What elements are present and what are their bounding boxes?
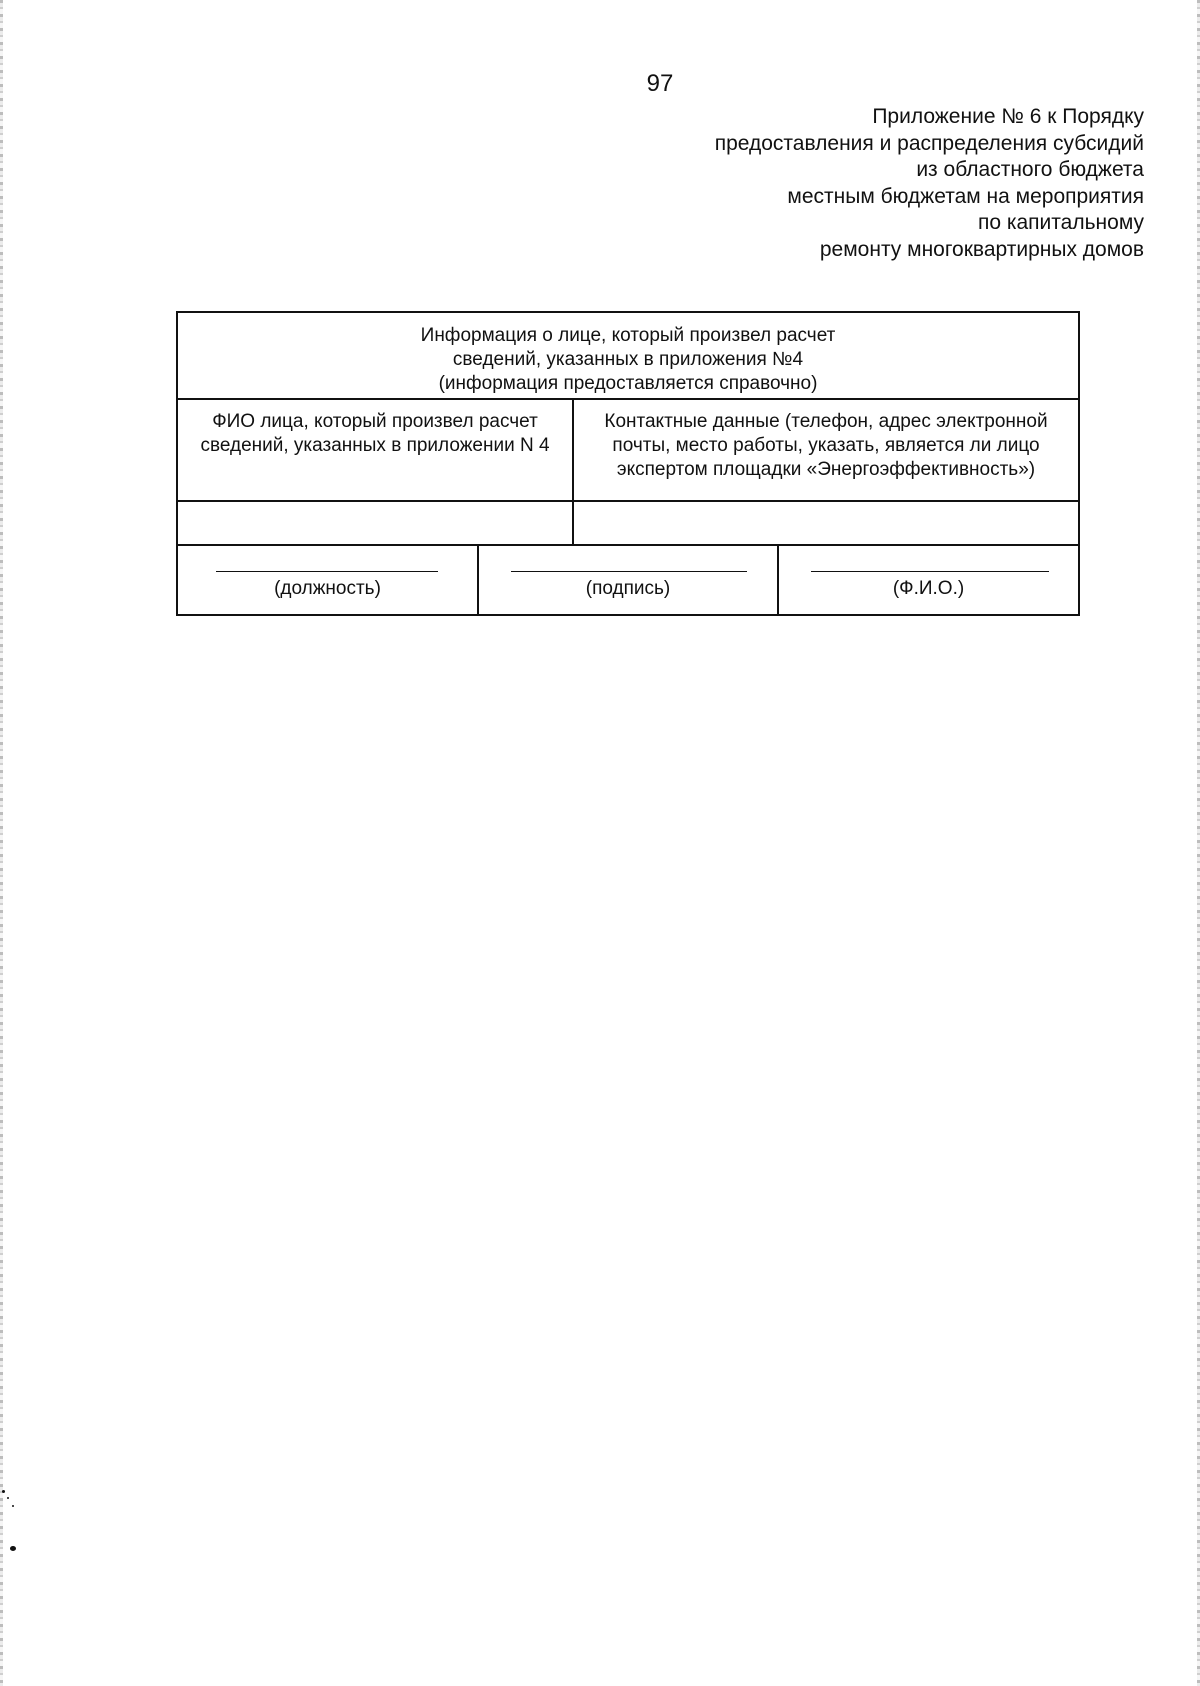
name-line[interactable] (811, 571, 1049, 572)
contacts-cell[interactable] (574, 502, 1078, 544)
table-data-row (178, 502, 1078, 546)
signature-line[interactable] (511, 571, 747, 572)
scan-speck (2, 1490, 5, 1493)
signature-cell-name (779, 546, 1078, 614)
signature-cell-position (178, 546, 479, 614)
column-header-contacts-line: экспертом площадки «Энергоэффективность») (616, 459, 1036, 480)
position-line[interactable] (216, 571, 438, 572)
column-header-contacts (574, 400, 1078, 500)
appendix-header-line: из областного бюджета (916, 158, 1144, 181)
column-header-contacts-line: Контактные данные (телефон, адрес электронной (604, 411, 1048, 432)
info-table (176, 311, 1080, 616)
column-header-fio (178, 400, 574, 500)
scan-speck (12, 1505, 14, 1507)
signature-cell-signature (479, 546, 779, 614)
appendix-header (584, 104, 1144, 263)
table-header-row (178, 400, 1078, 502)
table-title (178, 313, 1078, 400)
appendix-header-line: местным бюджетам на мероприятия (787, 184, 1144, 208)
column-header-fio-line: сведений, указанных в приложении N 4 (200, 435, 550, 456)
table-title-line: Информация о лице, который произвел расчет (420, 325, 836, 346)
scan-edge-left (0, 0, 3, 1686)
signature-row (178, 546, 1078, 614)
name-label: (Ф.И.О.) (892, 578, 965, 599)
appendix-header-line: по капитальному (977, 211, 1144, 234)
fio-cell[interactable] (178, 502, 574, 544)
scan-speck (10, 1546, 16, 1551)
position-label: (должность) (274, 578, 381, 599)
table-title-line: сведений, указанных в приложения №4 (452, 349, 804, 370)
appendix-header-line: ремонту многоквартирных домов (819, 237, 1144, 261)
table-title-line: (информация предоставляется справочно) (438, 373, 818, 394)
column-header-contacts-line: почты, место работы, указать, является ли лицо (612, 435, 1040, 456)
scan-speck (7, 1497, 9, 1499)
signature-label: (подпись) (585, 578, 671, 599)
appendix-header-line: Приложение № 6 к Порядку (872, 105, 1144, 128)
page-number: 97 (646, 70, 674, 97)
appendix-header-line: предоставления и распределения субсидий (714, 131, 1144, 155)
column-header-fio-line: ФИО лица, который произвел расчет (212, 411, 538, 432)
